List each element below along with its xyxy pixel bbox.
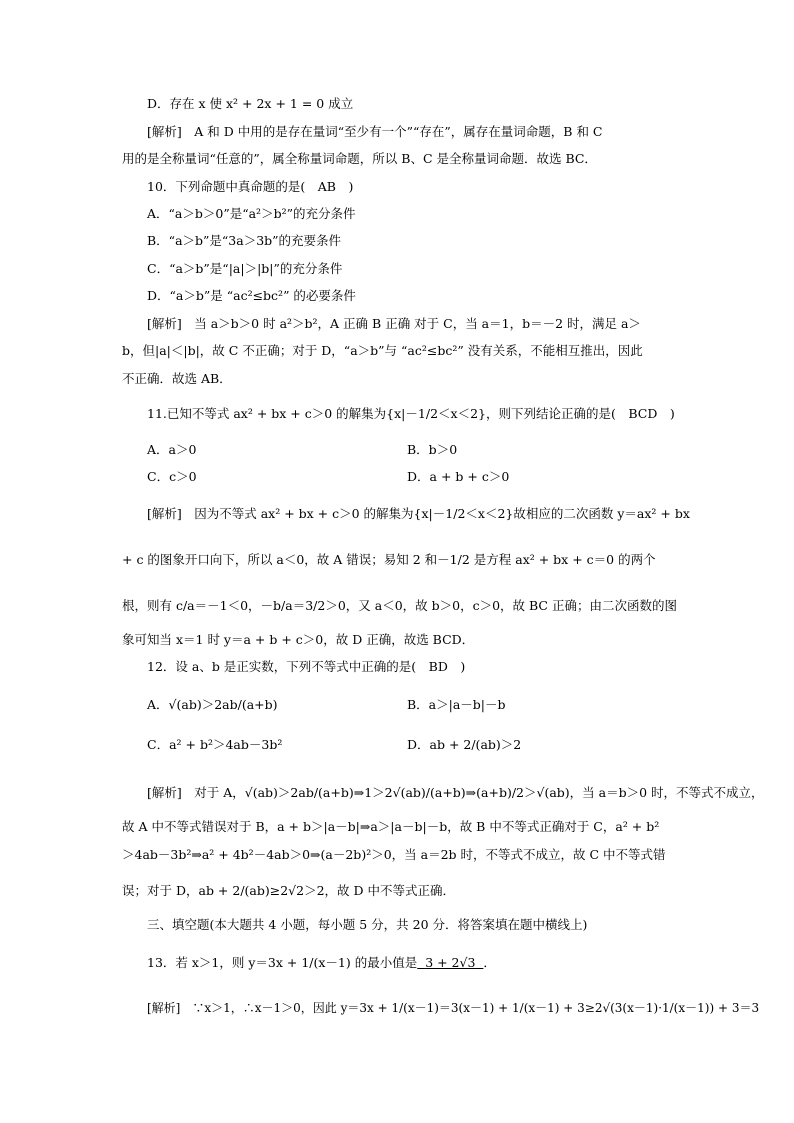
q9-analysis-line-1: [解析] A 和 D 中用的是存在量词“至少有一个”“存在”，属存在量词命题，B 和 C: [147, 124, 603, 139]
q9-analysis-line-2: 用的是全称量词“任意的”，属全称量词命题，所以 B、C 是全称量词命题．故选 BC．: [122, 151, 597, 166]
q11-option-d: D．a + b + c＞0: [407, 469, 510, 484]
q12-option-d: D．ab + 2/(ab)＞2: [407, 737, 522, 752]
q11-option-a: A．a＞0: [147, 442, 197, 457]
q10-option-a: A．“a＞b＞0”是“a²＞b²”的充分条件: [147, 206, 356, 221]
q13-stem-prefix: 13．若 x＞1，则 y＝3x + 1/(x－1) 的最小值是: [147, 955, 418, 970]
q10-analysis-line-2: b，但|a|＜|b|，故 C 不正确；对于 D，“a＞b”与 “ac²≤bc²” 没有关系，不能相互推出，因此: [122, 343, 643, 358]
section-3-heading: 三、填空题(本大题共 4 小题，每小题 5 分，共 20 分．将答案填在题中横线上): [147, 917, 588, 932]
q10-analysis-line-3: 不正确．故选 AB．: [122, 371, 232, 386]
q10-option-d: D．“a＞b”是 “ac²≤bc²” 的必要条件: [147, 288, 356, 303]
q13-answer-blank: [417, 955, 483, 970]
q11-option-b: B．b＞0: [407, 442, 458, 457]
q13-analysis: [解析] ∵x＞1，∴x－1＞0，因此 y＝3x + 1/(x－1)＝3(x－1) + 1/(x－1) + 3≥2√(3(x－1)·1/(x－1)) + 3＝3: [147, 1001, 760, 1015]
q12-option-a: A．√(ab)＞2ab/(a+b): [147, 697, 278, 712]
q10-option-b: B．“a＞b”是“3a＞3b”的充要条件: [147, 233, 342, 248]
q10-option-c: C．“a＞b”是“|a|＞|b|”的充分条件: [147, 261, 343, 276]
q10-stem: 10．下列命题中真命题的是( AB ): [147, 179, 354, 194]
q12-analysis-line-3: ＞4ab－3b²⇒a² + 4b²－4ab＞0⇒(a－2b)²＞0，当 a＝2b 时，不等式不成立，故 C 中不等式错: [122, 847, 666, 862]
q11-analysis-line-1: [解析] 因为不等式 ax² + bx + c＞0 的解集为{x|－1/2＜x＜2}故相应的二次函数 y＝ax² + bx: [147, 506, 690, 521]
q12-option-c: C．a² + b²＞4ab－3b²: [147, 737, 283, 752]
q11-analysis-line-4: 象可知当 x＝1 时 y＝a + b + c＞0，故 D 正确，故选 BCD．: [122, 632, 475, 647]
q11-analysis-line-3: 根，则有 c/a＝－1＜0，－b/a＝3/2＞0，又 a＜0，故 b＞0，c＞0，故 BC 正确；由二次函数的图: [122, 598, 677, 613]
q11-option-c: C．c＞0: [147, 469, 197, 484]
q13-stem-suffix: ．: [483, 955, 496, 970]
q12-analysis-line-1: [解析] 对于 A，√(ab)＞2ab/(a+b)⇒1＞2√(ab)/(a+b)⇒(a+b)/2＞√(ab)，当 a＝b＞0 时，不等式不成立，: [147, 785, 764, 800]
q9-option-d: D．存在 x 使 x² + 2x + 1 = 0 成立: [147, 96, 354, 111]
q13-stem: [147, 955, 496, 971]
q11-stem: 11.已知不等式 ax² + bx + c＞0 的解集为{x|－1/2＜x＜2}，则下列结论正确的是( BCD ): [147, 406, 675, 421]
q10-analysis-line-1: [解析] 当 a＞b＞0 时 a²＞b²，A 正确 B 正确 对于 C，当 a＝1，b＝－2 时，满足 a＞: [147, 316, 641, 331]
q12-stem: 12．设 a、b 是正实数，下列不等式中正确的是( BD ): [147, 659, 466, 674]
q12-analysis-line-2: 故 A 中不等式错误对于 B，a + b＞|a－b|⇒a＞|a－b|－b，故 B 中不等式正确对于 C，a² + b²: [122, 819, 660, 834]
q11-analysis-line-2: + c 的图象开口向下，所以 a＜0，故 A 错误；易知 2 和－1/2 是方程 ax² + bx + c＝0 的两个: [122, 552, 656, 567]
q12-analysis-line-4: 误；对于 D，ab + 2/(ab)≥2√2＞2，故 D 中不等式正确．: [122, 883, 456, 898]
q13-answer: 3 + 2√3: [425, 955, 476, 970]
q12-option-b: B．a＞|a－b|－b: [407, 697, 506, 712]
